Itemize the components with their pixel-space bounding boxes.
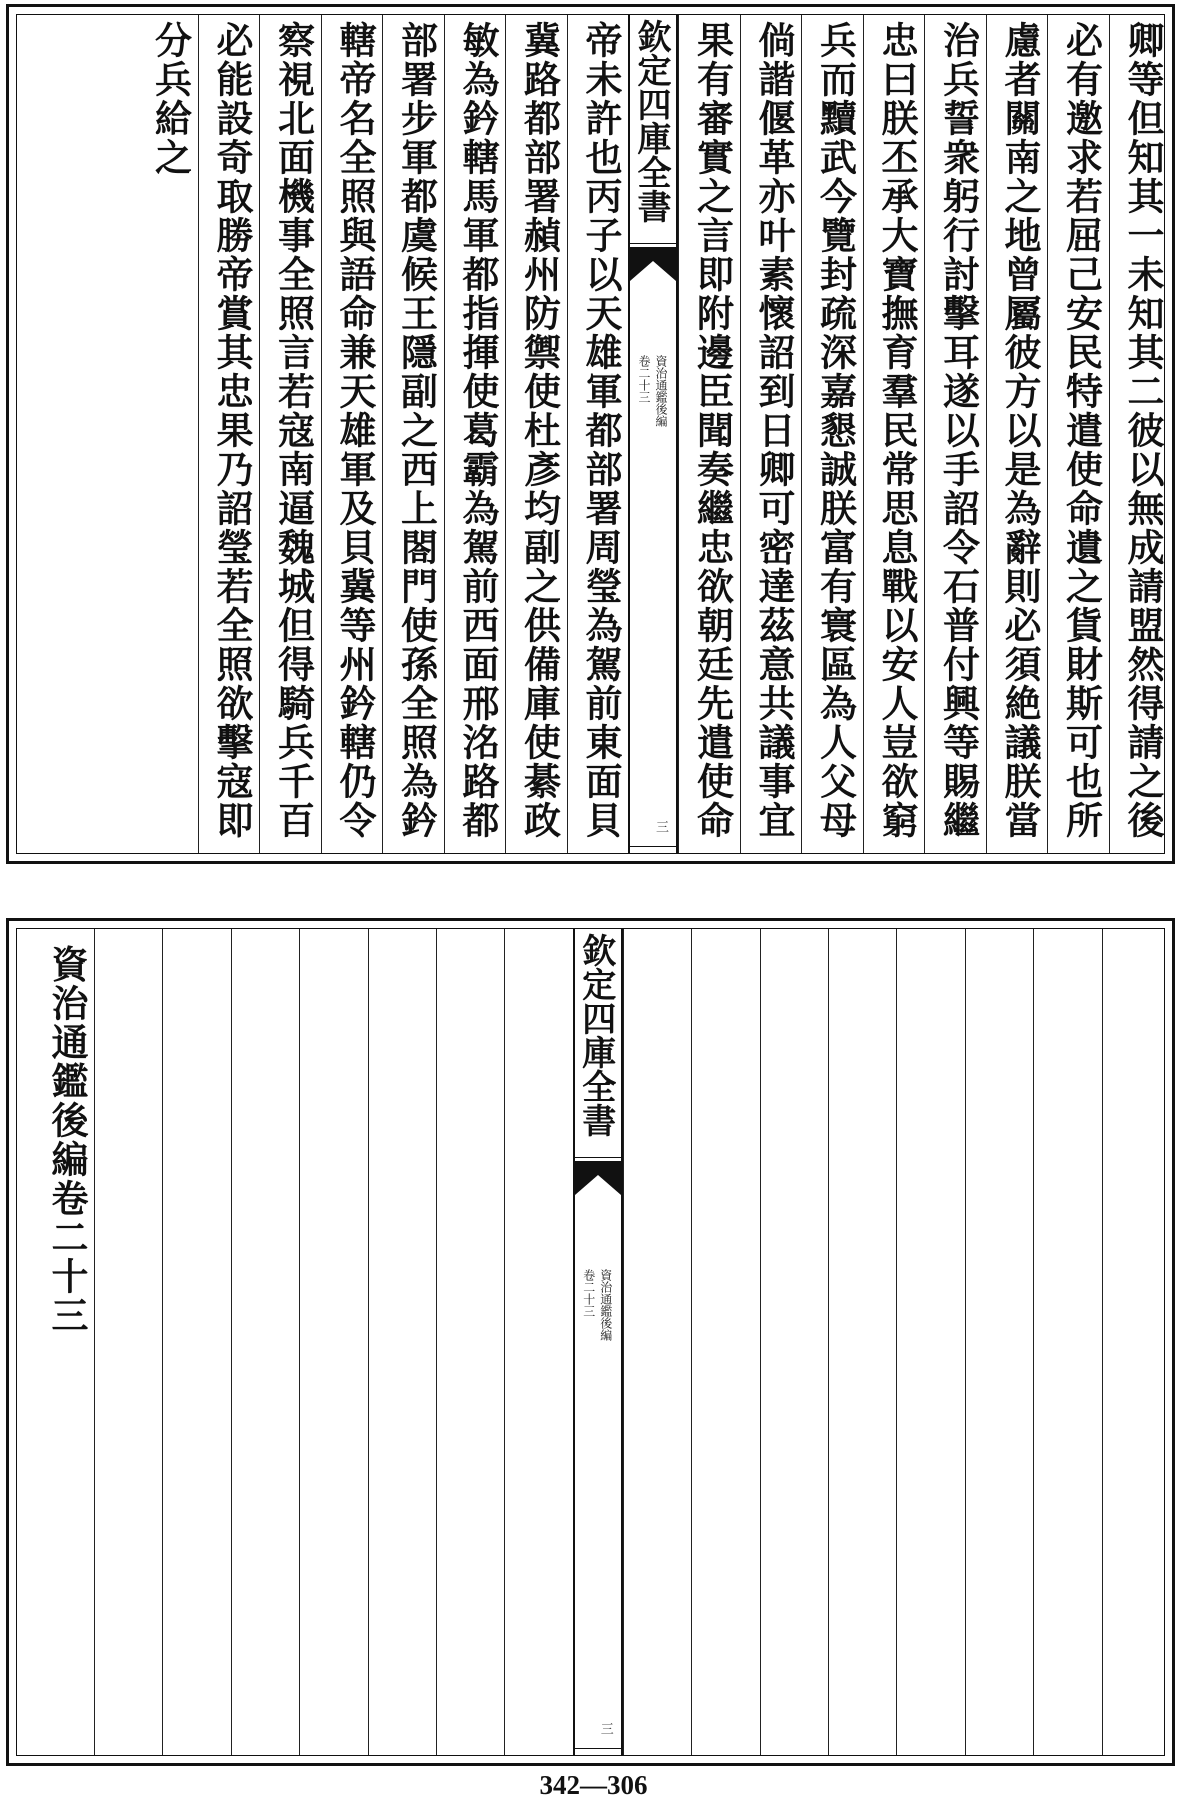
text-column [863,15,925,853]
text-column [444,15,506,853]
blank-column [231,929,299,1755]
bottom-page [6,918,1175,1766]
column-text: 轄帝名全照與語命兼天雄軍及貝冀等州鈐轄仍令 [333,21,377,840]
column-text: 分兵給之 [148,21,193,177]
fold-divider [575,1157,621,1158]
blank-column [504,929,572,1755]
blank-column [965,929,1033,1755]
volume-number: 卷二十三 [581,1269,596,1317]
column-text: 倘諧偃革亦叶素懷詔到日卿可密達茲意共議事宜 [752,21,796,840]
column-text: 帝未許也丙子以天雄軍都部署周瑩為駕前東面貝 [579,21,623,840]
blank-column [368,929,436,1755]
text-column [321,15,383,853]
text-column [136,15,198,853]
collection-title: 欽定四庫全書 [631,19,671,223]
text-column [740,15,802,853]
text-column [801,15,863,853]
column-text: 必有邀求若屈己安民特遣使命遺之貨財斯可也所 [1059,21,1104,840]
text-column [382,15,444,853]
collection-title: 欽定四庫全書 [575,933,616,1137]
column-text: 察視北面機事全照言若寇南逼魏城但得騎兵千百 [271,21,316,840]
column-text: 慮者關南之地曾屬彼方以是為辭則必須絶議朕當 [998,21,1042,840]
blank-column [162,929,230,1755]
column-text: 必能設奇取勝帝賞其忠果乃詔瑩若全照欲擊寇即 [210,21,254,840]
text-column [986,15,1048,853]
text-column [924,15,986,853]
blank-column [299,929,367,1755]
blank-column [691,929,759,1755]
leaf-number: 三 [653,820,668,833]
fish-tail-mark-icon [630,247,676,283]
blank-column [1102,929,1170,1755]
text-column [1047,15,1109,853]
center-fold-column [573,929,623,1755]
bottom-page-text-frame [16,928,1165,1756]
text-column [505,15,567,853]
blank-column [760,929,828,1755]
column-text: 冀路都部署赬州防禦使杜彥均副之供備庫使綦政 [517,21,562,840]
blank-column [1033,929,1101,1755]
blank-column [94,929,162,1755]
text-column [678,15,740,853]
column-text: 部署步軍都虞候王隱副之西上閤門使孫全照為鈐 [394,21,439,840]
title-column [26,929,94,1755]
leaf-number: 三 [597,1722,613,1735]
blank-column [896,929,964,1755]
column-text: 兵而黷武今覽封疏深嘉懇誠朕富有寰區為人父母 [813,21,858,840]
text-column [17,15,136,853]
book-title: 資治通鑑後編 [598,1269,613,1341]
column-text: 果有審實之言即附邊臣聞奏繼忠欲朝廷先遣使命 [690,21,735,840]
fold-bottom-rule [630,846,676,847]
volume-number: 卷二十三 [637,355,651,403]
book-title: 資治通鑑後編 [654,355,668,427]
top-page-text-frame [16,14,1165,854]
top-page [6,4,1175,864]
column-text: 敏為鈐轄馬軍都指揮使葛霸為駕前西面邢洺路都 [456,21,500,840]
text-column [567,15,629,853]
column-text: 忠曰朕丕承大寶撫育羣民常思息戰以安人豈欲窮 [875,21,919,840]
blank-column [828,929,896,1755]
page-number-footer: 342—306 [539,1770,648,1800]
blank-column [623,929,691,1755]
blank-column [436,929,504,1755]
text-column [198,15,260,853]
text-column [1109,15,1171,853]
center-fold-column [628,15,678,853]
column-text: 卿等但知其一未知其二彼以無成請盟然得請之後 [1121,21,1165,840]
column-text: 治兵誓衆躬行討擊耳遂以手詔令石普付興等賜繼 [936,21,981,840]
fold-bottom-rule [575,1748,621,1749]
fold-divider [630,243,676,244]
text-column [259,15,321,853]
fish-tail-mark-icon [575,1161,621,1197]
end-of-volume-title: 資治通鑑後編卷二十三 [44,945,89,1335]
